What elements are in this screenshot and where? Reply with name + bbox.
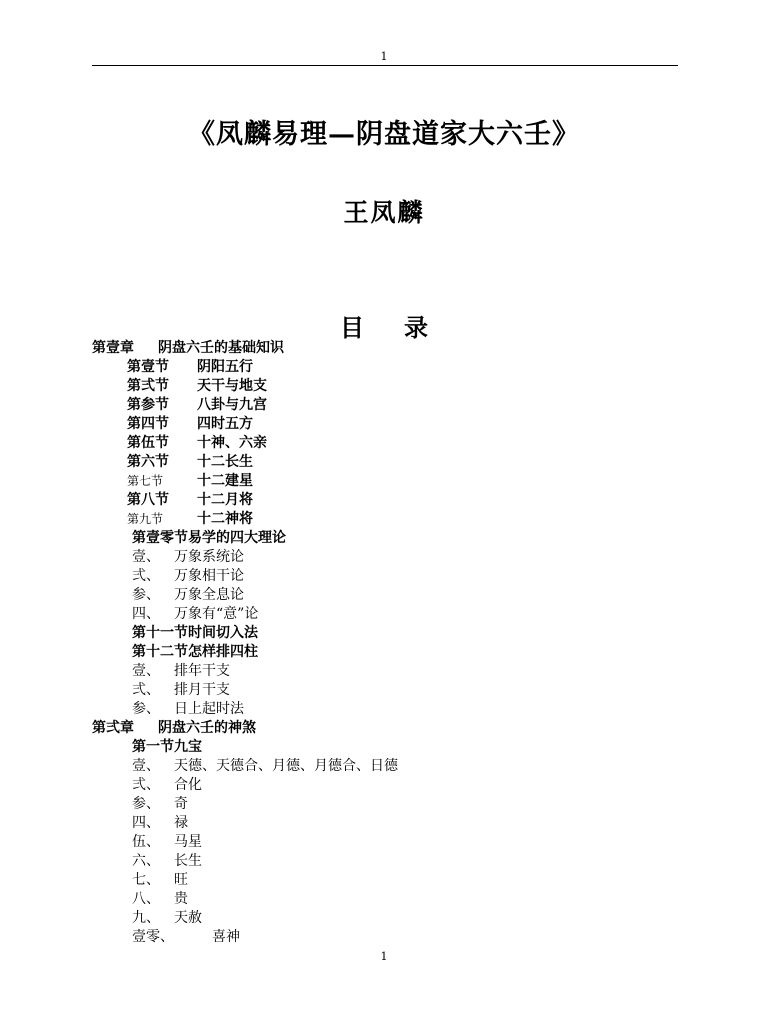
toc-entry-label: 壹零、 [132,929,174,945]
toc-entry[interactable] [92,833,692,852]
footer-page-number: 1 [380,950,388,963]
toc-entry-text: 万象相干论 [174,568,244,584]
toc-entry-text: 十二长生 [197,454,253,470]
toc-entry-label: 第九节 [127,512,164,526]
toc-entry-text: 天德、天德合、月德、月德合、日德 [174,758,398,774]
toc-entry-label: 弍、 [132,568,160,584]
toc-entry-text: 旺 [174,872,188,888]
toc-entry[interactable] [92,871,692,890]
toc-entry[interactable] [92,567,692,586]
toc-entry-text: 九宝 [174,739,202,755]
toc-entry-text: 马星 [174,834,202,850]
toc-entry-text: 禄 [174,815,188,831]
toc-entry-text: 长生 [174,853,202,869]
toc-entry-text: 排年干支 [174,663,230,679]
toc-entry[interactable] [92,700,692,719]
toc-entry[interactable] [92,681,692,700]
toc-entry-label: 第壹节 [127,359,169,375]
toc-entry-label: 弍、 [132,777,160,793]
toc-entry[interactable] [92,548,692,567]
toc-entry-label: 第弍章 [92,720,134,736]
toc-entry[interactable] [92,662,692,681]
toc-heading-right: 录 [404,313,428,342]
toc-entry-text: 阴盘六壬的基础知识 [158,340,284,356]
toc-entry-label: 第四节 [127,416,169,432]
toc-entry-text: 十二月将 [197,492,253,508]
toc-entry-label: 六、 [132,853,160,869]
toc-entry[interactable] [92,396,692,415]
toc-entry-text: 怎样排四柱 [188,644,258,660]
toc-entry-text: 十神、六亲 [197,435,267,451]
toc-entry-label: 第七节 [127,474,164,488]
toc-entry-label: 第六节 [127,454,169,470]
toc-entry-text: 四时五方 [197,416,253,432]
toc-entry-text: 万象系统论 [174,549,244,565]
toc-entry[interactable] [92,586,692,605]
header-divider [92,65,678,66]
toc-entry[interactable] [92,852,692,871]
toc-entry-text: 合化 [174,777,202,793]
toc-entry-text: 喜神 [212,929,240,945]
toc-entry-text: 十二神将 [197,511,253,527]
toc-entry-text: 排月干支 [174,682,230,698]
table-of-contents [92,339,692,947]
toc-entry-label: 八、 [132,891,160,907]
toc-entry-label: 四、 [132,606,160,622]
toc-entry[interactable] [92,814,692,833]
toc-entry[interactable] [92,909,692,928]
toc-entry-text: 日上起时法 [174,701,244,717]
toc-entry[interactable] [92,453,692,472]
toc-entry-text: 奇 [174,796,188,812]
toc-entry[interactable] [92,377,692,396]
toc-entry[interactable] [92,643,692,662]
toc-entry-text: 天赦 [174,910,202,926]
toc-entry-text: 十二建星 [197,473,253,489]
toc-entry-label: 伍、 [132,834,160,850]
toc-entry[interactable] [92,339,692,358]
toc-entry-label: 第壹章 [92,340,134,356]
toc-entry-label: 壹、 [132,758,160,774]
toc-entry-text: 万象全息论 [174,587,244,603]
toc-entry-text: 八卦与九宫 [197,397,267,413]
toc-entry[interactable] [92,719,692,738]
toc-entry[interactable] [92,491,692,510]
document-title: 《凤麟易理—阴盘道家大六壬》 [188,119,580,150]
toc-entry-label: 七、 [132,872,160,888]
toc-entry-label: 弍、 [132,682,160,698]
toc-entry-label: 第一节 [132,739,174,755]
toc-entry-label: 参、 [132,796,160,812]
toc-heading-left: 目 [340,313,364,342]
toc-entry[interactable] [92,776,692,795]
toc-entry-text: 阴阳五行 [197,359,253,375]
toc-entry-label: 第弍节 [127,378,169,394]
toc-entry-label: 第十二节 [132,644,188,660]
author-name: 王凤麟 [343,198,425,227]
toc-entry-label: 第十一节 [132,625,188,641]
toc-entry-label: 第八节 [127,492,169,508]
toc-entry-label: 第参节 [127,397,169,413]
header-page-number: 1 [380,50,388,63]
toc-entry[interactable] [92,605,692,624]
toc-entry[interactable] [92,529,692,548]
toc-entry[interactable] [92,415,692,434]
toc-entry-label: 九、 [132,910,160,926]
toc-entry-label: 壹、 [132,663,160,679]
toc-entry[interactable] [92,510,692,529]
toc-entry-text: 易学的四大理论 [188,530,286,546]
toc-entry-label: 参、 [132,701,160,717]
toc-entry[interactable] [92,890,692,909]
toc-entry-text: 阴盘六壬的神煞 [158,720,256,736]
toc-entry[interactable] [92,358,692,377]
toc-entry[interactable] [92,757,692,776]
toc-entry-text: 贵 [174,891,188,907]
toc-entry-text: 万象有“意”论 [174,606,259,622]
toc-entry-text: 时间切入法 [188,625,258,641]
toc-entry[interactable] [92,434,692,453]
toc-entry-label: 第壹零节 [132,530,188,546]
toc-entry-label: 四、 [132,815,160,831]
toc-entry[interactable] [92,624,692,643]
toc-entry-label: 第伍节 [127,435,169,451]
toc-entry-text: 天干与地支 [197,378,267,394]
toc-entry-label: 参、 [132,587,160,603]
toc-entry[interactable] [92,928,692,947]
toc-entry[interactable] [92,738,692,757]
toc-entry[interactable] [92,795,692,814]
toc-heading [0,308,768,343]
toc-entry[interactable] [92,472,692,491]
toc-entry-label: 壹、 [132,549,160,565]
